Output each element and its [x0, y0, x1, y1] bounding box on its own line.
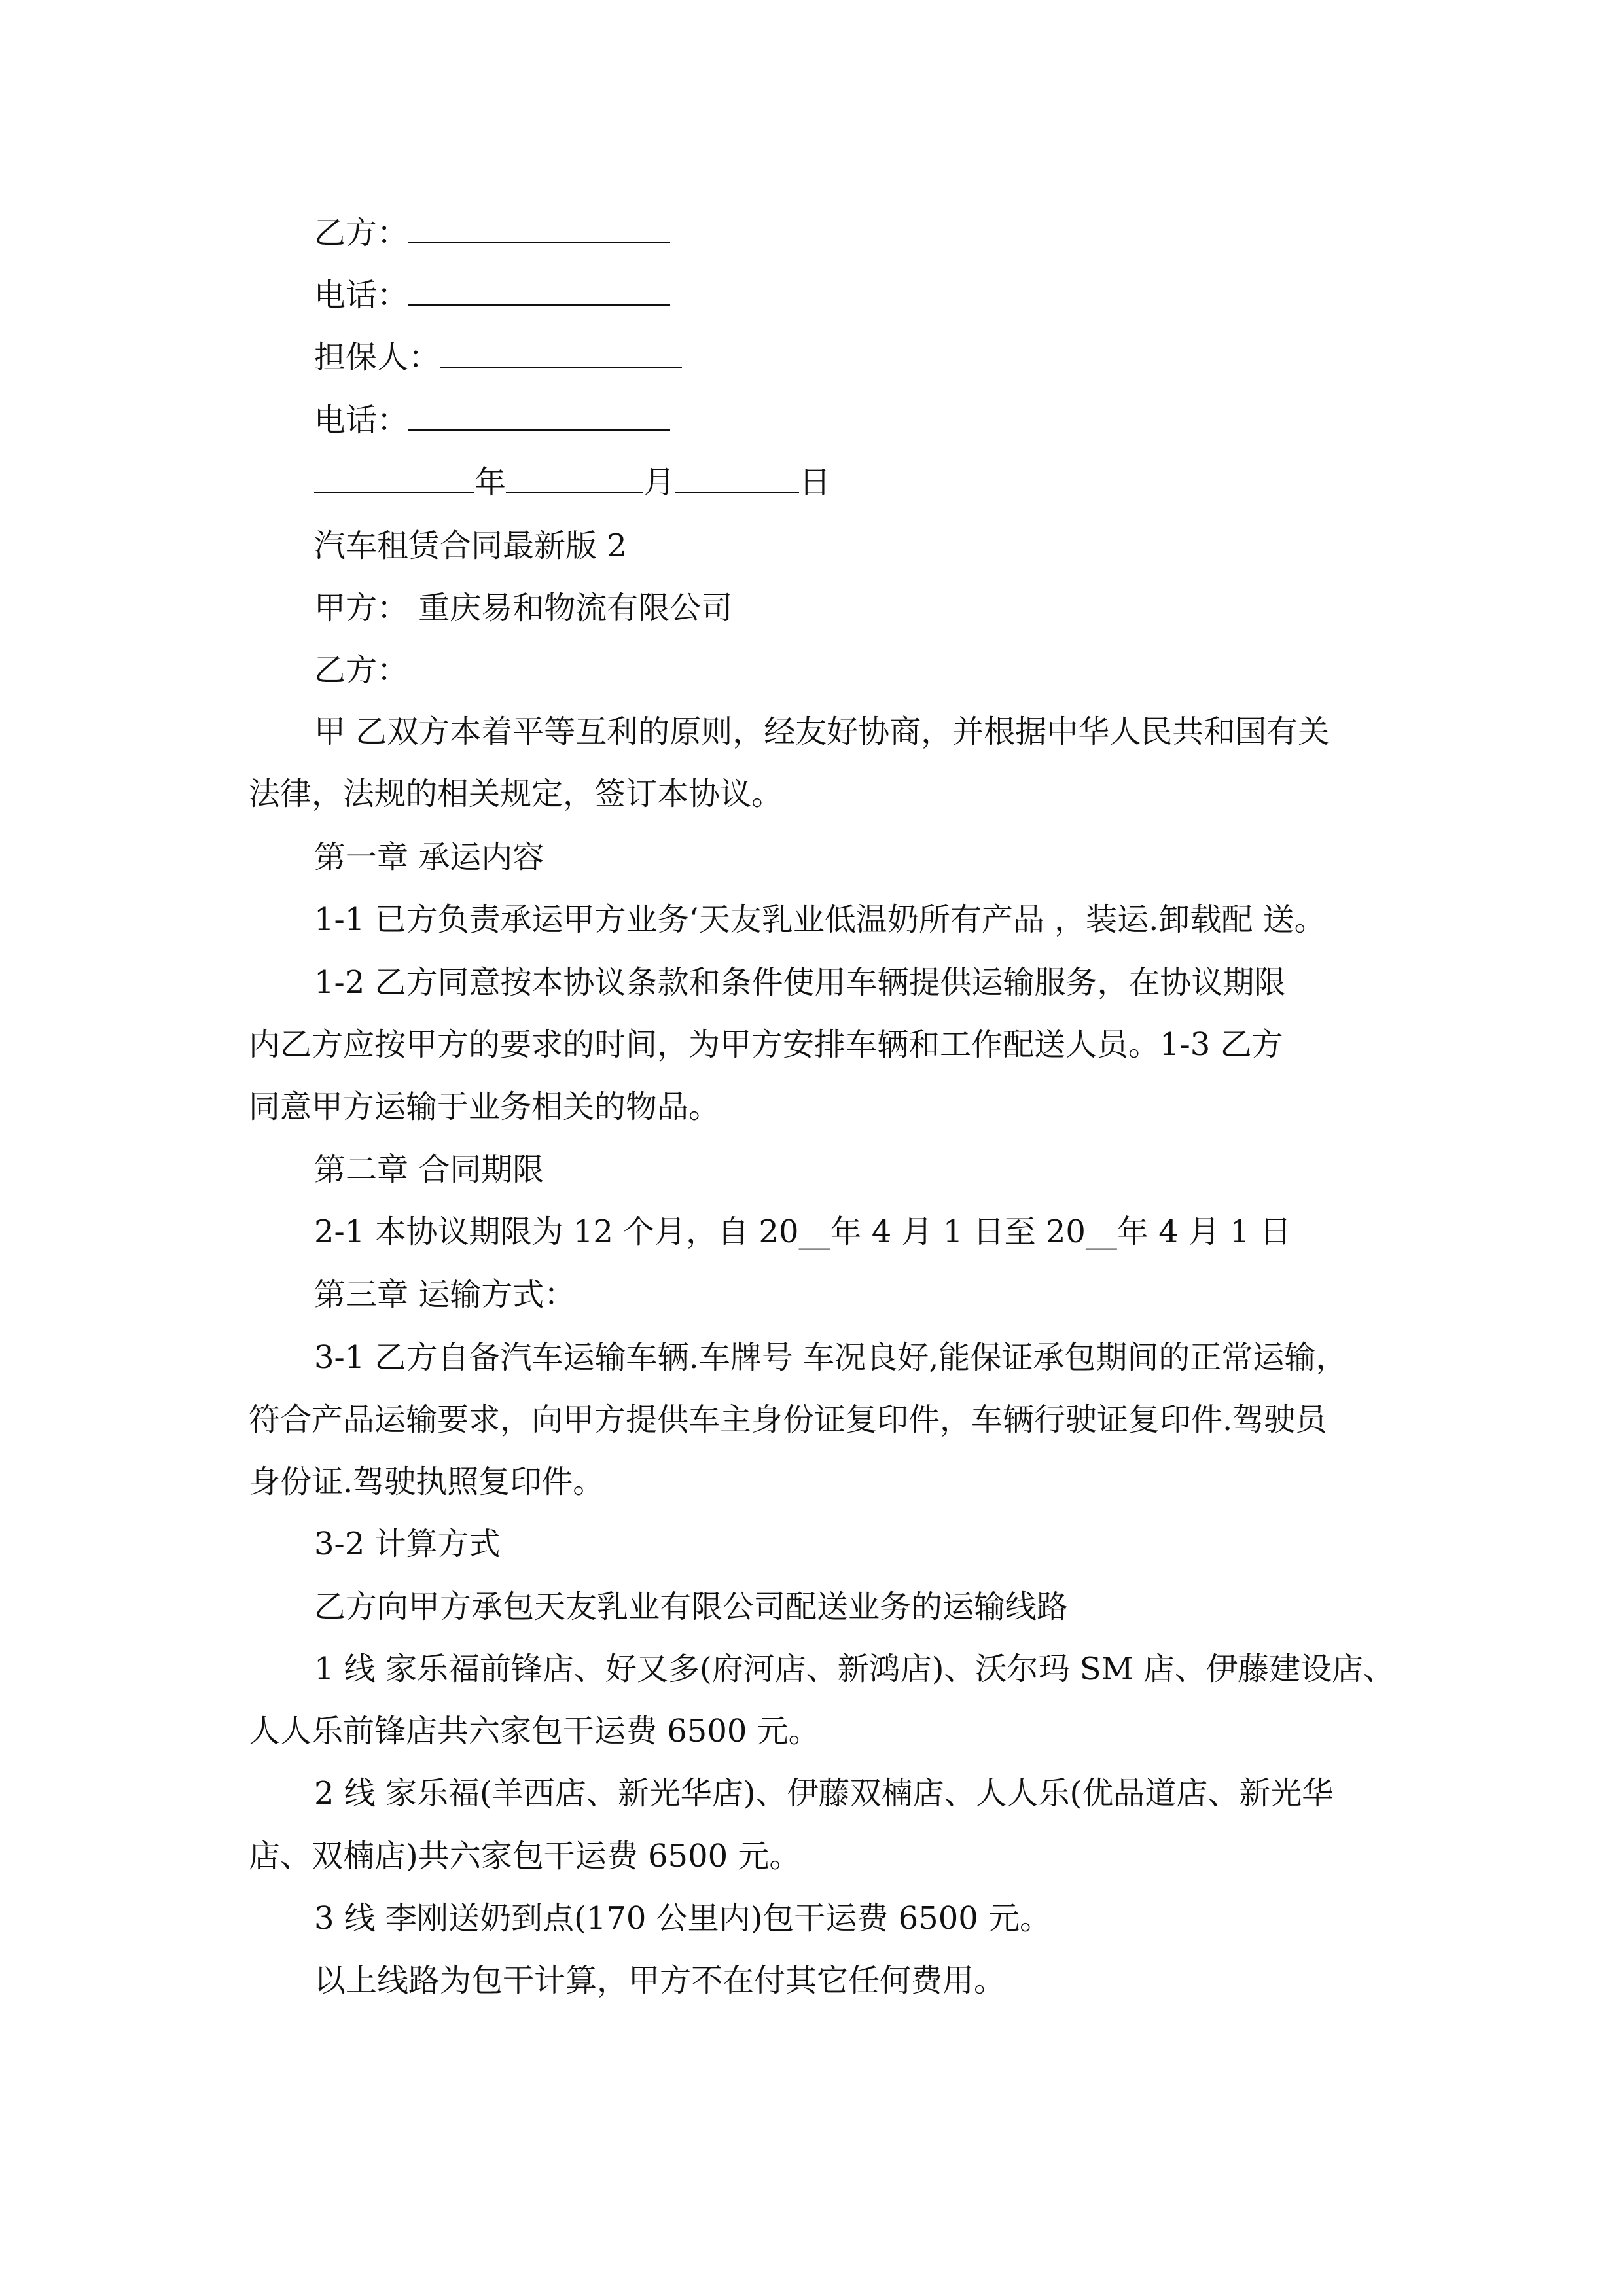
year-blank — [314, 460, 474, 493]
day-label: 日 — [799, 464, 831, 501]
route2-line-1: 2 线 家乐福(羊西店、新光华店)、伊藤双楠店、人人乐(优品道店、新光华 — [314, 1775, 1334, 1812]
date-line — [314, 460, 830, 502]
guarantor-line — [314, 335, 682, 377]
preamble-line-1: 甲 乙双方本着平等互利的原则，经友好协商，并根据中华人民共和国有关 — [314, 713, 1330, 750]
clause-3-1-line-3: 身份证.驾驶执照复印件。 — [249, 1463, 605, 1500]
routes-intro: 乙方向甲方承包天友乳业有限公司配送业务的运输线路 — [314, 1588, 1069, 1625]
month-label: 月 — [643, 464, 675, 501]
clause-1-2-line-3: 同意甲方运输于业务相关的物品。 — [249, 1088, 721, 1125]
route1-line-2: 人人乐前锋店共六家包干运费 6500 元。 — [249, 1713, 820, 1749]
party-a: 甲方： 重庆易和物流有限公司 — [314, 590, 733, 626]
summary: 以上线路为包干计算，甲方不在付其它任何费用。 — [314, 1962, 1006, 1999]
phone-label-1: 电话： — [314, 277, 409, 314]
clause-3-2: 3-2 计算方式 — [314, 1526, 501, 1562]
phone-line-2 — [314, 398, 670, 440]
party-b-signature-line — [314, 211, 670, 253]
party-b-label: 乙方： — [314, 215, 409, 251]
day-blank — [675, 460, 799, 493]
guarantor-blank — [440, 335, 682, 368]
phone-blank-1 — [408, 273, 670, 306]
chapter1-heading: 第一章 承运内容 — [314, 839, 544, 876]
route3: 3 线 李刚送奶到点(170 公里内)包干运费 6500 元。 — [314, 1900, 1052, 1937]
phone-line-1 — [314, 273, 670, 315]
guarantor-label: 担保人： — [314, 339, 440, 376]
party-b: 乙方： — [314, 652, 409, 689]
chapter3-heading: 第三章 运输方式： — [314, 1276, 576, 1313]
preamble-line-2: 法律，法规的相关规定，签订本协议。 — [249, 776, 783, 812]
route2-line-2: 店、双楠店)共六家包干运费 6500 元。 — [249, 1838, 801, 1874]
party-b-blank — [408, 211, 670, 243]
route1-line-1: 1 线 家乐福前锋店、好又多(府河店、新鸿店)、沃尔玛 SM 店、伊藤建设店、 — [314, 1651, 1395, 1687]
clause-1-2-line-1: 1-2 乙方同意按本协议条款和条件使用车辆提供运输服务，在协议期限 — [314, 964, 1286, 1001]
clause-3-1-line-1: 3-1 乙方自备汽车运输车辆.车牌号 车况良好,能保证承包期间的正常运输， — [314, 1339, 1347, 1376]
contract-title: 汽车租赁合同最新版 2 — [314, 528, 627, 564]
clause-2-1: 2-1 本协议期限为 12 个月，自 20__年 4 月 1 日至 20__年 4 月 1 日 — [314, 1213, 1292, 1250]
year-label: 年 — [474, 464, 507, 501]
clause-3-1-line-2: 符合产品运输要求，向甲方提供车主身份证复印件，车辆行驶证复印件.驾驶员 — [249, 1401, 1327, 1438]
phone-label-2: 电话： — [314, 402, 409, 439]
clause-1-2-line-2: 内乙方应按甲方的要求的时间，为甲方安排车辆和工作配送人员。1-3 乙方 — [249, 1026, 1283, 1063]
chapter2-heading: 第二章 合同期限 — [314, 1151, 544, 1188]
phone-blank-2 — [408, 398, 670, 431]
clause-1-1: 1-1 已方负责承运甲方业务‘天友乳业低温奶所有产品 ，装运.卸载配 送。 — [314, 901, 1326, 938]
month-blank — [506, 460, 643, 493]
